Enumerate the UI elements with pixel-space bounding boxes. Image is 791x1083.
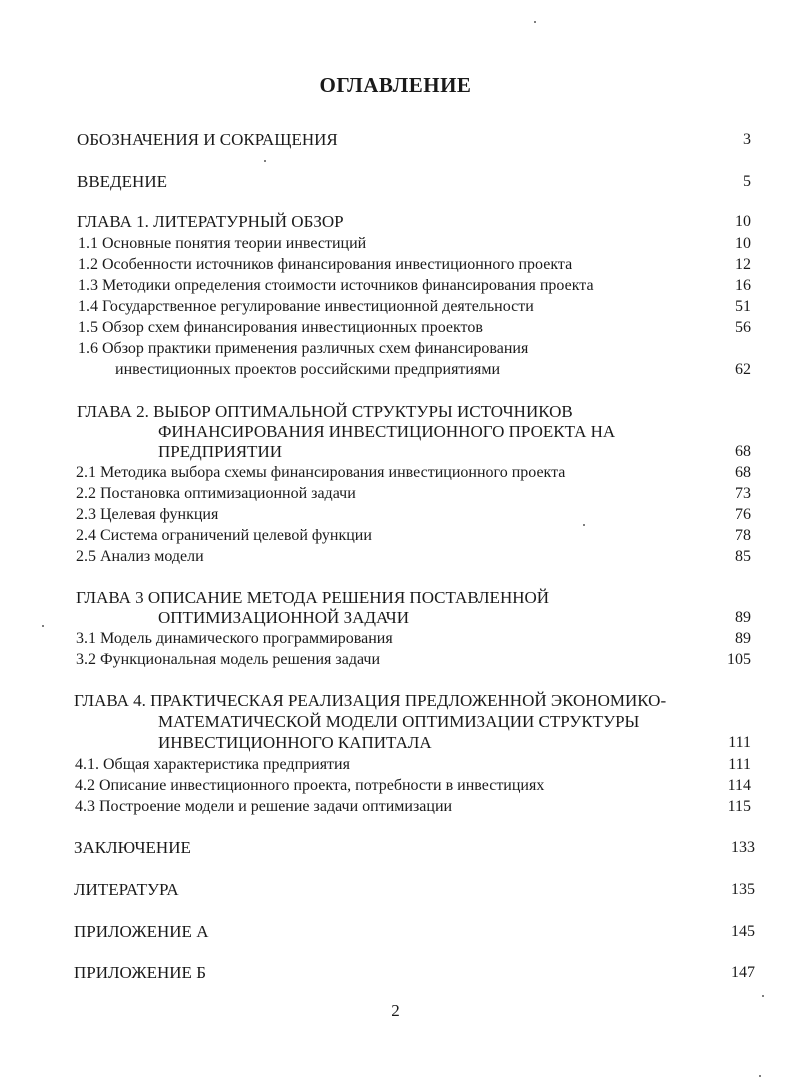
toc-entry-page: 56 [735,319,751,336]
toc-entry-page: 85 [735,548,751,565]
toc-entry-text: 4.2 Описание инвестиционного проекта, потребности в инвестициях [75,777,545,794]
toc-entry-text: 2.2 Постановка оптимизационной задачи [76,485,356,502]
toc-entry-text: 4.3 Построение модели и решение задачи оптимизации [75,798,453,815]
toc-entry-text: 3.2 Функциональная модель решения задачи [76,651,381,668]
toc-entry-text: ПРИЛОЖЕНИЕ Б [74,963,206,982]
toc-entry-page: 62 [735,361,751,378]
toc-entry-text: 3.1 Модель динамического программирования [76,630,393,647]
toc-entry-text: 2.4 Система ограничений целевой функции [76,527,372,544]
toc-entry-page: 111 [728,756,751,773]
toc-chapter-heading: ГЛАВА 4. ПРАКТИЧЕСКАЯ РЕАЛИЗАЦИЯ ПРЕДЛОЖЕННОЙ ЭКОНОМИКО- [74,691,667,710]
toc-entry-text: 2.1 Методика выбора схемы финансирования инвестиционного проекта [76,464,566,481]
toc-entry-page: 10 [735,213,751,230]
toc-chapter-heading: ПРЕДПРИЯТИИ [158,442,282,461]
toc-entry-text: ПРИЛОЖЕНИЕ А [74,922,209,941]
toc-entry-page: 105 [727,651,751,668]
toc-entry-text: 1.1 Основные понятия теории инвестиций [78,235,367,252]
toc-chapter-heading: ГЛАВА 3 ОПИСАНИЕ МЕТОДА РЕШЕНИЯ ПОСТАВЛЕННОЙ [76,588,550,607]
scan-speck [759,1075,761,1077]
toc-entry-text: ЗАКЛЮЧЕНИЕ [74,838,191,857]
toc-entry-text: 4.1. Общая характеристика предприятия [75,756,350,773]
toc-entry-text: 2.3 Целевая функция [76,506,219,523]
toc-entry-page: 114 [727,777,751,794]
toc-entry-page: 111 [728,734,751,751]
toc-entry-page: 133 [731,839,755,856]
toc-entry-text: 1.6 Обзор практики применения различных схем финансирования [78,340,529,357]
toc-entry-page: 73 [735,485,751,502]
toc-entry-page: 3 [743,131,751,148]
toc-entry-text: 1.4 Государственное регулирование инвестиционной деятельности [78,298,534,315]
scan-speck [762,995,764,997]
toc-chapter-heading: МАТЕМАТИЧЕСКОЙ МОДЕЛИ ОПТИМИЗАЦИИ СТРУКТУРЫ [158,712,640,731]
toc-chapter-heading: ГЛАВА 2. ВЫБОР ОПТИМАЛЬНОЙ СТРУКТУРЫ ИСТОЧНИКОВ [77,402,573,421]
toc-entry-page: 89 [735,630,751,647]
toc-entry-page: 89 [735,609,751,626]
page-title: ОГЛАВЛЕНИЕ [319,73,472,97]
toc-chapter-heading: ФИНАНСИРОВАНИЯ ИНВЕСТИЦИОННОГО ПРОЕКТА НА [158,422,616,441]
toc-chapter-heading: ГЛАВА 1. ЛИТЕРАТУРНЫЙ ОБЗОР [77,212,344,231]
toc-entry-page: 78 [735,527,751,544]
toc-entry-text: 2.5 Анализ модели [76,548,204,565]
toc-entry-page: 76 [735,506,751,523]
scan-speck [534,21,536,23]
toc-entry-page: 135 [731,881,755,898]
toc-entry-text: ОБОЗНАЧЕНИЯ И СОКРАЩЕНИЯ [77,130,338,149]
toc-chapter-heading: ОПТИМИЗАЦИОННОЙ ЗАДАЧИ [158,608,409,627]
toc-entry-text: инвестиционных проектов российскими предприятиями [115,361,501,378]
page-number: 2 [391,1001,400,1020]
toc-entry-page: 68 [735,464,751,481]
scan-speck [42,625,44,627]
toc-entry-page: 5 [743,173,751,190]
toc-entry-page: 145 [731,923,755,940]
toc-entry-text: ВВЕДЕНИЕ [77,172,167,191]
toc-entry-page: 51 [735,298,751,315]
toc-entry-page: 10 [735,235,751,252]
toc-chapter-heading: ИНВЕСТИЦИОННОГО КАПИТАЛА [158,733,432,752]
toc-entry-text: 1.5 Обзор схем финансирования инвестиционных проектов [78,319,483,336]
toc-entry-text: 1.3 Методики определения стоимости источников финансирования проекта [78,277,594,294]
toc-entry-text: ЛИТЕРАТУРА [74,880,179,899]
toc-entry-page: 12 [735,256,751,273]
toc-entry-text: 1.2 Особенности источников финансирования инвестиционного проекта [78,256,573,273]
scan-speck [264,160,266,162]
toc-entry-page: 147 [731,964,755,981]
toc-entry-page: 16 [735,277,751,294]
toc-entry-page: 115 [727,798,751,815]
toc-entry-page: 68 [735,443,751,460]
scan-speck [583,524,585,526]
